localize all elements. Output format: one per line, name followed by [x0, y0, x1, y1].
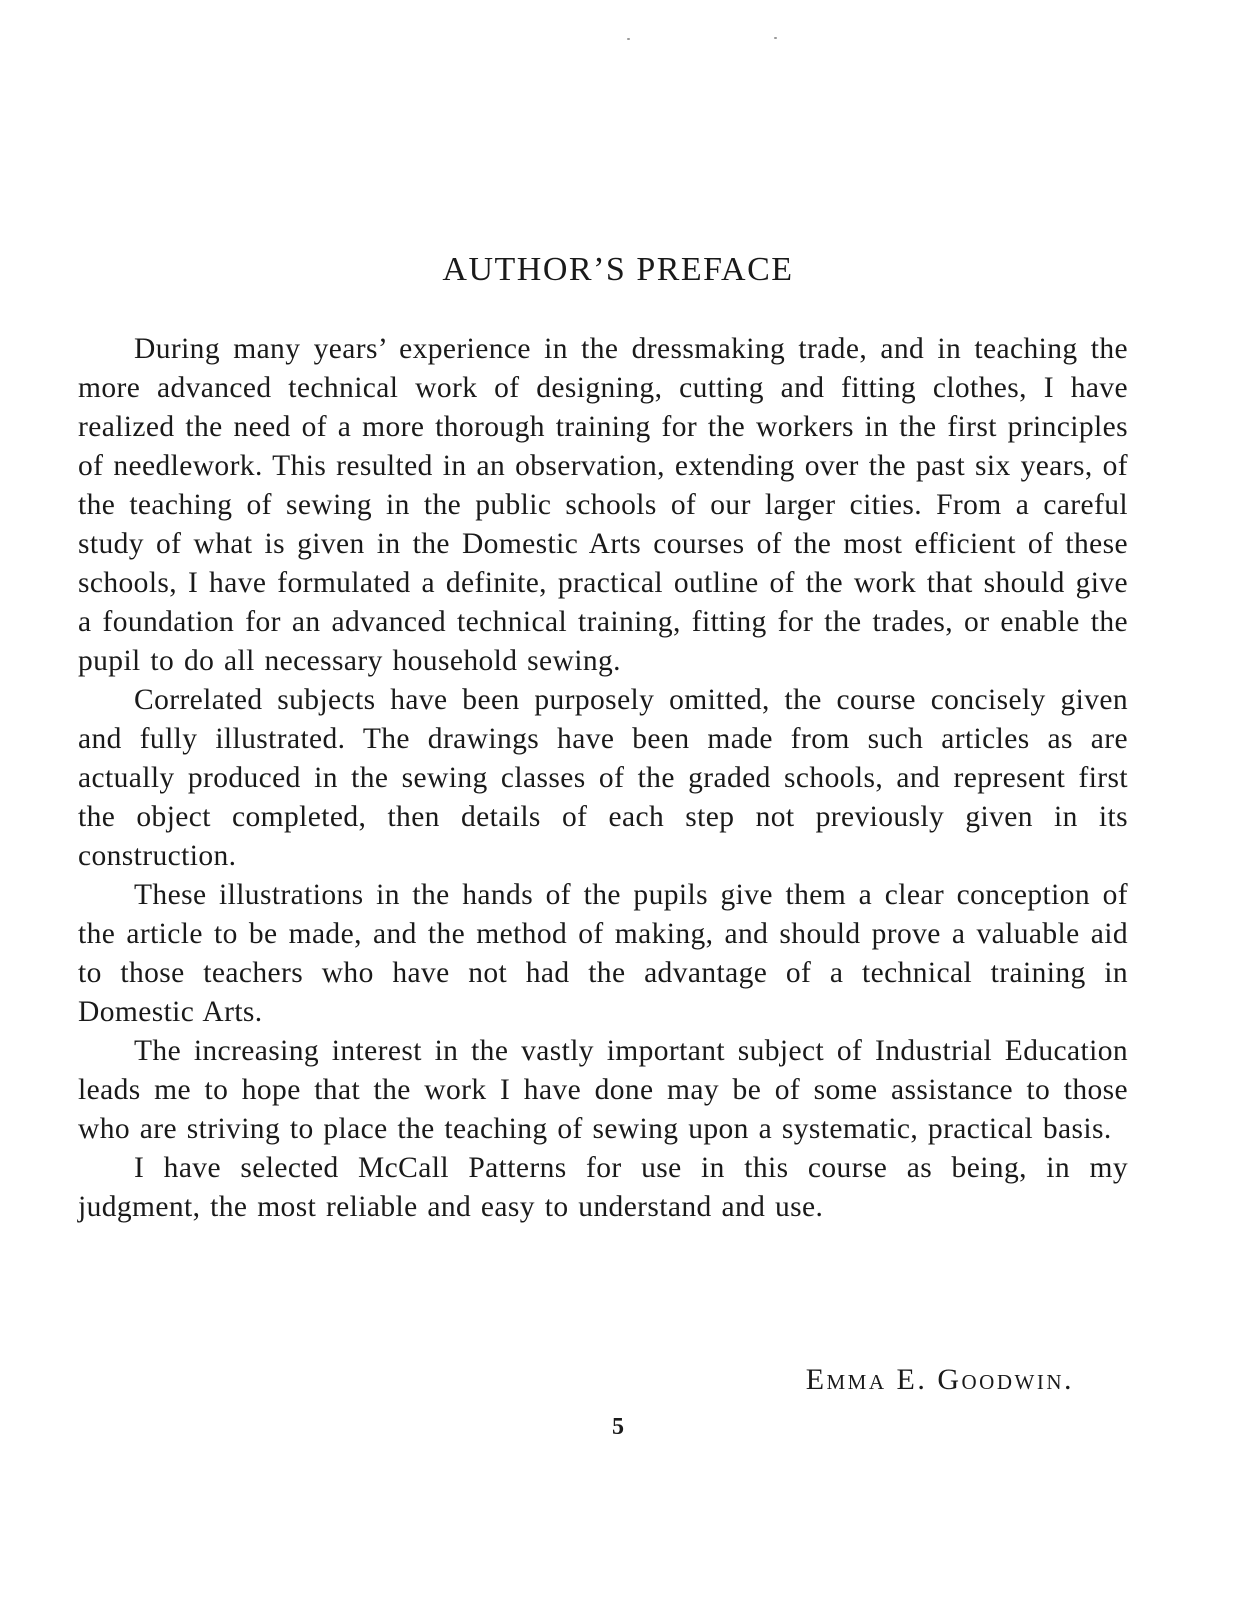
scan-speck: [774, 37, 777, 39]
paragraph-4: The increasing interest in the vastly important subject of Industrial Education leads me to hope that the work I have done may be of some assistance to those who are striving to place the teaching of sewing upon a systematic, practical basis.: [78, 1035, 1128, 1145]
page-number: 5: [612, 1414, 624, 1440]
scan-specks: [0, 38, 1236, 44]
paragraph-2: Correlated subjects have been purposely omitted, the course concisely given and fully illustrated. The drawings have been made from such articles as are actually produced in the sewing classes of the graded schools, and represent first the object completed, then details of each step not previously given in its construction.: [78, 684, 1128, 872]
paragraph-1: During many years’ experience in the dressmaking trade, and in teaching the more advanced technical work of designing, cutting and fitting clothes, I have realized the need of a more thorough training for the workers in the first principles of needlework. This resulted in an observation, extending over the past six years, of the teaching of sewing in the public schools of our larger cities. From a careful study of what is given in the Domestic Arts courses of the most efficient of these schools, I have formulated a definite, practical outline of the work that should give a foundation for an advanced technical training, fitting for the trades, or enable the pupil to do all necessary household sewing.: [78, 333, 1128, 677]
paragraph-5: I have selected McCall Patterns for use in this course as being, in my judgment, the most reliable and easy to understand and use.: [78, 1152, 1128, 1223]
scan-speck: [627, 38, 630, 40]
paragraph-3: These illustrations in the hands of the pupils give them a clear conception of the article to be made, and the method of making, and should prove a valuable aid to those teachers who have not had the advantage of a technical training in Domestic Arts.: [78, 879, 1128, 1028]
page-title: AUTHOR’S PREFACE: [442, 251, 794, 288]
preface-body: [78, 330, 1128, 1227]
author-signature: Emma E. Goodwin.: [805, 1363, 1074, 1396]
